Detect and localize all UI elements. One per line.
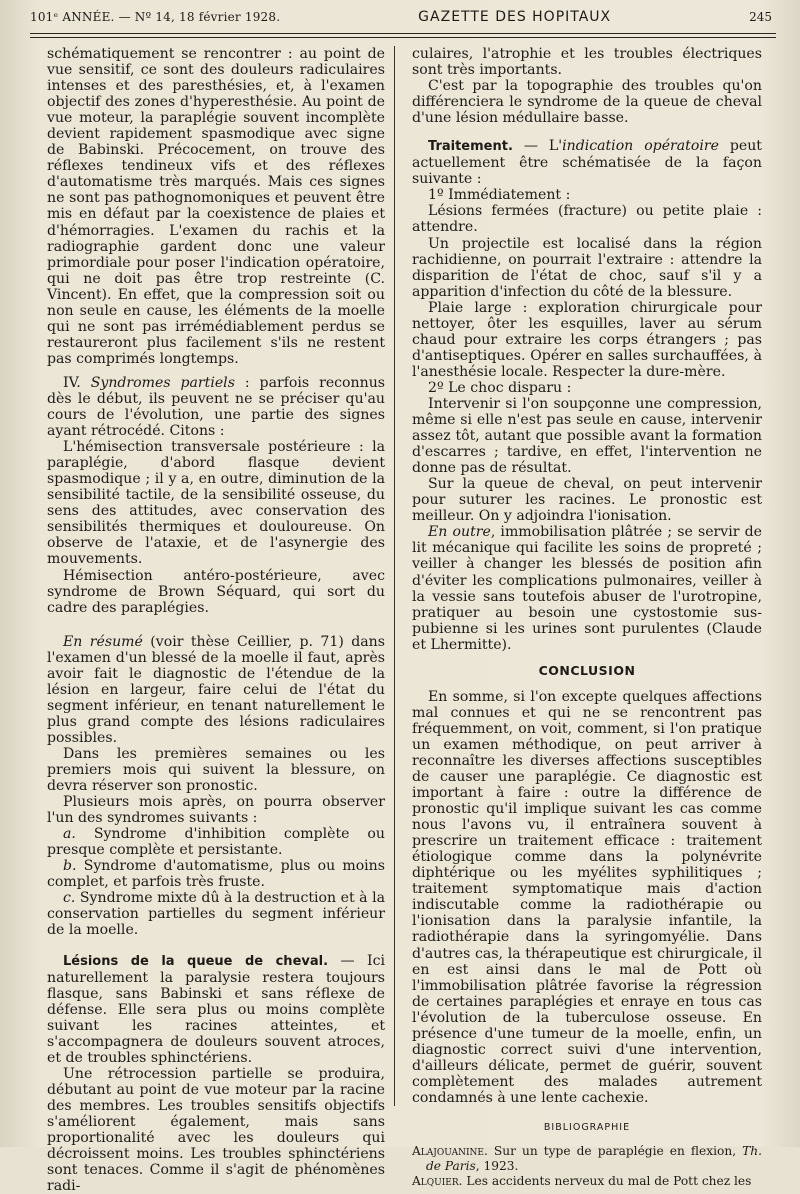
list-item [47,858,385,890]
section-heading: Traitement. [428,139,513,155]
paragraph: culaires, l'atrophie et les troubles électriques sont très importants. [412,46,762,79]
bibliography-heading: BIBLIOGRAPHIE [543,1122,631,1133]
list-label: b. [63,858,77,875]
list-item [47,826,385,858]
bib-author: Alajouanine. [412,1144,488,1159]
paragraph: Un projectile est localisé dans la région rachidienne, on pourrait l'extraire : attendre la disparition de l'état de choc, sauf s'il y a apparition d'infection du côté de la blessure. [412,235,762,300]
paragraph: Plaie large : exploration chirurgicale pour nettoyer, ôter les esquilles, laver au sérum chaud pour extraire les corps étrangers ; pas d'antiseptiques. Opérer en salles surchauffées, à l'anesthésie locale. Respecter la dure-mère. [412,299,762,380]
left-column [47,46,385,1194]
list-label: a. [63,826,76,843]
paragraph: Sur la queue de cheval, on peut intervenir pour suturer les racines. Le pronostic est meilleur. On y adjoindra l'ionisation. [412,476,762,525]
paragraph: 2º Le choc disparu : [428,379,572,396]
paragraph: Intervenir si l'on soupçonne une compression, même si elle n'est pas seule en cause, intervenir assez tôt, autant que possible avant la formation d'escarres ; tardive, en effet, l'intervention ne donne pas de résultat. [412,395,762,477]
bib-text: Sur un type de paraplégie en flexion, [487,1144,743,1159]
bibliography-entry [412,1144,762,1174]
paragraph [412,524,762,652]
bibliography [412,1144,762,1189]
header-rule-thin [30,37,776,38]
paragraph: Lésions fermées (fracture) ou petite plaie : attendre. [412,203,762,236]
list-text: Syndrome d'automatisme, plus ou moins complet, et parfois très fruste. [47,858,385,891]
list-label: c. [63,890,76,907]
issue-info: 101ᵉ ANNÉE. — Nº 14, 18 février 1928. [30,10,281,24]
italic-phrase: indication opératoire [562,138,719,155]
paragraph: L'hémisection transversale postérieure : la paraplégie, d'abord flasque devient spasmodique ; il y a, en outre, diminution de la sensibilité tactile, de la sensibilité osseuse, du sens des attitudes, avec conservation des sensibilités thermiques et douloureuse. On observe de l'ataxie, et de l'asynergie des mouvements. [47,439,385,568]
paragraph: En somme, si l'on excepte quelques affections mal connues et qui ne se rencontrent pas fréquemment, on voit, comment, si l'on pratique un examen méthodique, on peut arriver à reconnaître les diverses affections susceptibles de causer une paraplégie. Ce diagnostic est important à faire : outre la différence de pronostic qu'il implique suivant les cas comme nous l'avons vu, il entraînera souvent à prescrire un traitement efficace : traitement étiologique comme dans la polynévrite diphtérique ou les myélites syphilitiques ; traitement symptomatique mais d'action indiscutable comme la radiothérapie ou l'ionisation dans la paralysie infantile, la radiothérapie dans la syringomyélie. Dans d'autres cas, la thérapeutique est chirurgicale, il en est ainsi dans le mal de Pott où l'immobilisation plâtrée favorise la régression de certaines paraplégies et enraye en tous cas l'évolution de la tuberculose osseuse. En présence d'une tumeur de la moelle, enfin, un diagnostic correct suivi d'une intervention, d'ailleurs délicate, permet de guérir, souvent complètement des malades autrement condamnés à une lente cachexie. [412,688,762,1106]
paragraph [47,634,385,746]
paragraph-text: (voir thèse Ceillier, p. 71) dans l'examen d'un blessé de la moelle il faut, après avoir fait le diagnostic de l'étendue de la lésion en largeur, faire celui de l'état du segment inférieur, en tenant naturellement le plus grand compte des lésions radiculaires possibles. [47,633,385,746]
paragraph: C'est par la topographie des troubles qu'on différenciera le syndrome de la queue de cheval d'une lésion médullaire basse. [412,78,762,127]
bib-text: Les accidents nerveux du mal de Pott chez les [462,1174,752,1189]
column-divider [394,46,395,1106]
italic-lead: En résumé [63,633,143,650]
bibliography-entry [412,1174,762,1189]
page-number: 245 [749,10,772,24]
journal-title: GAZETTE DES HOPITAUX [418,9,612,25]
paragraph: Une rétrocession partielle se produira, débutant au point de vue moteur par la racine des membres. Les troubles sensitifs objectifs s'améliorent également, mais sans proportionalité avec les douleurs qui décroissent moins. Les troubles sphinctériens sont tenaces. Comme il s'agit de phénomènes radi- [47,1065,385,1194]
list-text: Syndrome d'inhibition complète ou presque complète et persistante. [47,826,385,859]
paragraph-text: peut actuellement être schématisée de la façon suivante : [412,138,762,188]
header-rule [30,33,776,34]
paragraph-text: : parfois reconnus dès le début, ils peuvent ne se préciser qu'au cours de l'évolution, une partie des signes ayant rétrocédé. Citons : [47,374,385,440]
italic-lead: En outre [428,524,491,541]
paragraph [47,953,385,1066]
conclusion-heading: CONCLUSION [538,662,636,678]
bib-year: , 1923. [475,1159,519,1174]
bib-author: Alquier. [412,1174,463,1189]
paragraph-text: — L' [512,138,563,155]
paragraph: 1º Immédiatement : [428,187,571,204]
section-heading: Lésions de la queue de cheval. [63,953,329,969]
paragraph-text: , immobilisation plâtrée ; se servir de lit mécanique qui facilite les soins de propreté ; veiller à changer les blessés de position afin d'éviter les complications pulmonaires, veiller à la vessie sans toutefois abuser de l'urotropine, pratiquer au besoin une cystostomie sus-pubienne si les urines sont purulentes (Claude et Lhermitte). [412,524,762,653]
paragraph: Dans les premières semaines ou les premiers mois qui suivent la blessure, on devra réserver son pronostic. [47,745,385,795]
list-text: Syndrome mixte dû à la destruction et à la conservation partielles du segment inférieur de la moelle. [47,890,385,939]
paragraph: schématiquement se rencontrer : au point de vue sensitif, ce sont des douleurs radiculaires intenses et des paresthésies, et, à l'examen objectif des zones d'hyperesthésie. Au point de vue moteur, la paraplégie souvent incomplète devient rapidement spasmodique avec signe de Babinski. Précocement, on trouve des réflexes tendineux vifs et des réflexes d'automatisme très marqués. Mais ces signes ne sont pas pathognomoniques et peuvent être mis en défaut par la coexistence de plaies et d'hémorragies. L'examen du rachis et la radiographie gardent donc une valeur primordiale pour poser l'indication opératoire, qui ne doit pas être trop restreinte (C. Vincent). En effet, que la compression soit ou non seule en cause, les éléments de la moelle qui ne sont pas irrémédiablement perdus se restaureront plus facilement s'ils ne restent pas comprimés longtemps. [47,46,385,367]
paragraph-text: — Ici naturellement la paralysie restera toujours flasque, sans Babinski et sans réflexe de défense. Elle sera plus ou moins complète suivant les racines atteintes, et s'accompagnera de douleurs souvent atroces, et de troubles sphinctériens. [47,952,385,1066]
paragraph: Hémisection antéro-postérieure, avec syndrome de Brown Séquard, qui sort du cadre des paraplégies. [47,567,385,616]
section-title: Syndromes partiels [90,374,235,391]
right-column [412,46,762,1189]
paragraph [412,138,762,187]
bib-source: Th. de Paris [426,1144,762,1174]
list-item [47,890,385,938]
paragraph [47,375,385,439]
page-header [30,2,772,32]
section-number: IV. [63,374,91,391]
paragraph: Plusieurs mois après, on pourra observer l'un des syndromes suivants : [47,794,385,827]
